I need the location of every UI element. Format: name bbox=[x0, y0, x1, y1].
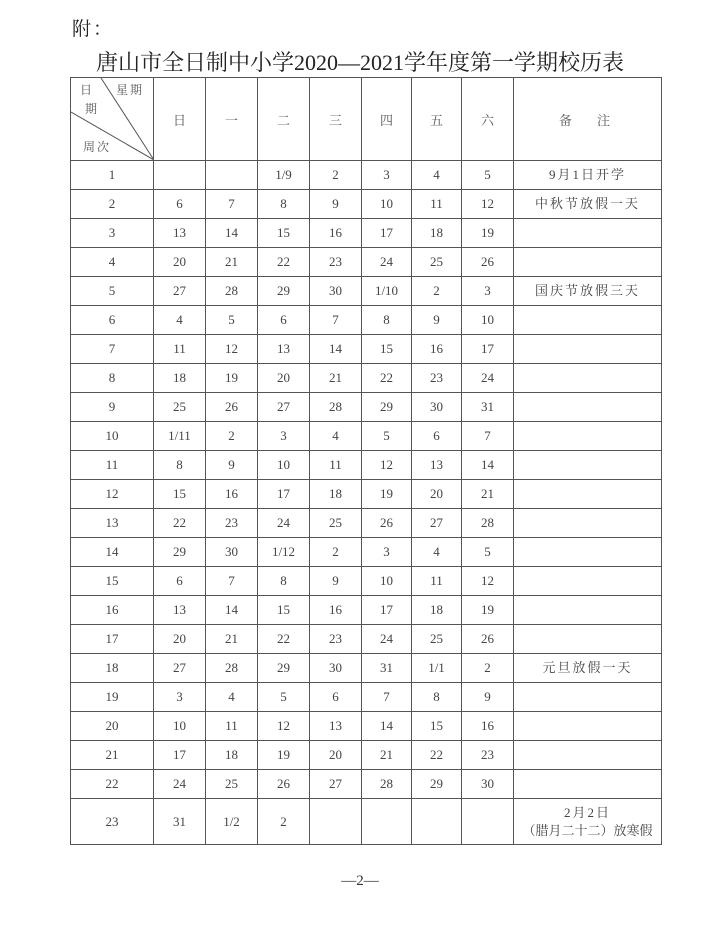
note-cell bbox=[514, 277, 662, 306]
table-row bbox=[71, 654, 662, 683]
day-cell: 1/12 bbox=[258, 538, 310, 567]
table-row bbox=[71, 509, 662, 538]
day-cell: 12 bbox=[462, 567, 514, 596]
note-cell bbox=[514, 480, 662, 509]
corner-label-weekday: 星期 bbox=[116, 83, 145, 97]
day-cell: 4 bbox=[412, 161, 462, 190]
day-cell: 23 bbox=[310, 625, 362, 654]
day-cell: 7 bbox=[462, 422, 514, 451]
day-cell: 23 bbox=[412, 364, 462, 393]
day-cell: 16 bbox=[310, 596, 362, 625]
day-cell: 14 bbox=[462, 451, 514, 480]
day-cell: 27 bbox=[310, 770, 362, 799]
day-cell bbox=[154, 161, 206, 190]
week-number-cell: 16 bbox=[71, 596, 154, 625]
table-row bbox=[71, 277, 662, 306]
day-cell: 8 bbox=[154, 451, 206, 480]
day-cell: 2 bbox=[258, 799, 310, 845]
day-cell: 2 bbox=[310, 538, 362, 567]
week-number-cell: 8 bbox=[71, 364, 154, 393]
day-cell: 12 bbox=[362, 451, 412, 480]
day-cell: 14 bbox=[362, 712, 412, 741]
day-cell: 30 bbox=[206, 538, 258, 567]
day-cell: 27 bbox=[154, 277, 206, 306]
note-cell bbox=[514, 799, 662, 845]
day-cell: 28 bbox=[206, 277, 258, 306]
day-cell: 1/2 bbox=[206, 799, 258, 845]
day-cell: 23 bbox=[206, 509, 258, 538]
table-row bbox=[71, 567, 662, 596]
day-cell: 4 bbox=[206, 683, 258, 712]
day-cell: 22 bbox=[258, 248, 310, 277]
day-cell: 29 bbox=[258, 277, 310, 306]
week-number-cell: 17 bbox=[71, 625, 154, 654]
day-cell: 20 bbox=[258, 364, 310, 393]
week-number-cell: 10 bbox=[71, 422, 154, 451]
day-cell: 10 bbox=[258, 451, 310, 480]
day-cell: 15 bbox=[154, 480, 206, 509]
day-cell: 11 bbox=[412, 567, 462, 596]
day-cell: 29 bbox=[154, 538, 206, 567]
note-text: 2月2日 bbox=[563, 804, 611, 820]
corner-label-qi: 期 bbox=[85, 102, 100, 116]
day-cell: 4 bbox=[412, 538, 462, 567]
table-row bbox=[71, 712, 662, 741]
day-cell: 14 bbox=[206, 596, 258, 625]
page-number: —2— bbox=[341, 873, 379, 889]
day-cell: 7 bbox=[310, 306, 362, 335]
week-number-cell: 21 bbox=[71, 741, 154, 770]
day-cell: 10 bbox=[362, 190, 412, 219]
day-cell: 12 bbox=[462, 190, 514, 219]
day-cell: 20 bbox=[310, 741, 362, 770]
note-cell bbox=[514, 422, 662, 451]
day-cell: 21 bbox=[206, 625, 258, 654]
day-cell: 26 bbox=[362, 509, 412, 538]
day-cell: 3 bbox=[462, 277, 514, 306]
weekday-header-wed: 三 bbox=[310, 78, 362, 161]
corner-label-ri: 日 bbox=[80, 83, 95, 97]
day-cell: 21 bbox=[362, 741, 412, 770]
note-cell bbox=[514, 364, 662, 393]
day-cell: 9 bbox=[462, 683, 514, 712]
day-cell: 22 bbox=[412, 741, 462, 770]
day-cell: 13 bbox=[310, 712, 362, 741]
table-row bbox=[71, 422, 662, 451]
day-cell: 6 bbox=[412, 422, 462, 451]
week-number-cell: 14 bbox=[71, 538, 154, 567]
day-cell: 27 bbox=[412, 509, 462, 538]
weekday-header-fri: 五 bbox=[412, 78, 462, 161]
day-cell: 25 bbox=[310, 509, 362, 538]
day-cell: 19 bbox=[206, 364, 258, 393]
day-cell: 21 bbox=[206, 248, 258, 277]
day-cell: 17 bbox=[362, 596, 412, 625]
day-cell: 31 bbox=[362, 654, 412, 683]
day-cell: 30 bbox=[462, 770, 514, 799]
day-cell: 16 bbox=[412, 335, 462, 364]
day-cell: 31 bbox=[462, 393, 514, 422]
day-cell: 9 bbox=[206, 451, 258, 480]
day-cell: 1/10 bbox=[362, 277, 412, 306]
day-cell: 2 bbox=[310, 161, 362, 190]
day-cell: 1/11 bbox=[154, 422, 206, 451]
day-cell: 17 bbox=[462, 335, 514, 364]
note-cell bbox=[514, 451, 662, 480]
day-cell bbox=[412, 799, 462, 845]
note-cell bbox=[514, 683, 662, 712]
day-cell: 7 bbox=[362, 683, 412, 712]
day-cell: 21 bbox=[462, 480, 514, 509]
day-cell: 5 bbox=[258, 683, 310, 712]
day-cell: 27 bbox=[154, 654, 206, 683]
day-cell: 17 bbox=[154, 741, 206, 770]
weekday-header-sun: 日 bbox=[154, 78, 206, 161]
day-cell: 21 bbox=[310, 364, 362, 393]
day-cell: 15 bbox=[258, 596, 310, 625]
day-cell: 16 bbox=[310, 219, 362, 248]
note-cell bbox=[514, 190, 662, 219]
week-number-cell: 11 bbox=[71, 451, 154, 480]
table-row bbox=[71, 219, 662, 248]
week-number-cell: 20 bbox=[71, 712, 154, 741]
weekday-header-tue: 二 bbox=[258, 78, 310, 161]
day-cell bbox=[310, 799, 362, 845]
day-cell: 18 bbox=[206, 741, 258, 770]
day-cell: 16 bbox=[462, 712, 514, 741]
day-cell: 1/9 bbox=[258, 161, 310, 190]
day-cell: 29 bbox=[258, 654, 310, 683]
day-cell: 20 bbox=[154, 248, 206, 277]
note-cell bbox=[514, 393, 662, 422]
day-cell: 8 bbox=[412, 683, 462, 712]
table-row bbox=[71, 248, 662, 277]
day-cell bbox=[462, 799, 514, 845]
day-cell: 14 bbox=[310, 335, 362, 364]
day-cell: 23 bbox=[310, 248, 362, 277]
week-number-cell: 3 bbox=[71, 219, 154, 248]
day-cell: 6 bbox=[154, 190, 206, 219]
day-cell: 9 bbox=[412, 306, 462, 335]
day-cell: 24 bbox=[362, 625, 412, 654]
table-row bbox=[71, 393, 662, 422]
day-cell bbox=[206, 161, 258, 190]
day-cell: 22 bbox=[154, 509, 206, 538]
note-text: 中秋节放假一天 bbox=[534, 196, 640, 211]
day-cell: 13 bbox=[258, 335, 310, 364]
note-cell bbox=[514, 248, 662, 277]
day-cell: 22 bbox=[362, 364, 412, 393]
header-row bbox=[71, 78, 662, 161]
day-cell: 18 bbox=[154, 364, 206, 393]
table-row bbox=[71, 625, 662, 654]
day-cell: 15 bbox=[362, 335, 412, 364]
week-number-cell: 13 bbox=[71, 509, 154, 538]
day-cell: 6 bbox=[258, 306, 310, 335]
day-cell: 10 bbox=[154, 712, 206, 741]
day-cell: 13 bbox=[412, 451, 462, 480]
day-cell: 1/1 bbox=[412, 654, 462, 683]
day-cell: 5 bbox=[462, 161, 514, 190]
day-cell: 26 bbox=[462, 248, 514, 277]
day-cell: 11 bbox=[412, 190, 462, 219]
day-cell: 7 bbox=[206, 190, 258, 219]
day-cell: 2 bbox=[412, 277, 462, 306]
table-row bbox=[71, 683, 662, 712]
day-cell: 10 bbox=[362, 567, 412, 596]
day-cell: 3 bbox=[258, 422, 310, 451]
week-number-cell: 1 bbox=[71, 161, 154, 190]
day-cell: 16 bbox=[206, 480, 258, 509]
day-cell: 28 bbox=[310, 393, 362, 422]
day-cell: 26 bbox=[206, 393, 258, 422]
day-cell: 8 bbox=[258, 567, 310, 596]
table-row bbox=[71, 741, 662, 770]
day-cell: 18 bbox=[412, 219, 462, 248]
day-cell: 22 bbox=[258, 625, 310, 654]
day-cell: 15 bbox=[258, 219, 310, 248]
note-cell bbox=[514, 596, 662, 625]
day-cell: 29 bbox=[412, 770, 462, 799]
day-cell: 11 bbox=[206, 712, 258, 741]
day-cell: 4 bbox=[154, 306, 206, 335]
day-cell: 11 bbox=[154, 335, 206, 364]
corner-header-cell bbox=[71, 78, 154, 161]
day-cell: 3 bbox=[362, 161, 412, 190]
day-cell: 24 bbox=[462, 364, 514, 393]
note-cell bbox=[514, 509, 662, 538]
day-cell: 30 bbox=[310, 277, 362, 306]
note-cell bbox=[514, 538, 662, 567]
day-cell: 31 bbox=[154, 799, 206, 845]
day-cell: 5 bbox=[462, 538, 514, 567]
annex-label: 附： bbox=[72, 18, 115, 40]
note-cell bbox=[514, 741, 662, 770]
day-cell: 26 bbox=[258, 770, 310, 799]
week-number-cell: 9 bbox=[71, 393, 154, 422]
week-number-cell: 15 bbox=[71, 567, 154, 596]
day-cell: 26 bbox=[462, 625, 514, 654]
day-cell: 9 bbox=[310, 190, 362, 219]
day-cell: 30 bbox=[412, 393, 462, 422]
note-cell bbox=[514, 567, 662, 596]
day-cell: 14 bbox=[206, 219, 258, 248]
week-number-cell: 19 bbox=[71, 683, 154, 712]
day-cell bbox=[362, 799, 412, 845]
day-cell: 25 bbox=[206, 770, 258, 799]
day-cell: 19 bbox=[462, 596, 514, 625]
week-number-cell: 4 bbox=[71, 248, 154, 277]
day-cell: 18 bbox=[310, 480, 362, 509]
day-cell: 28 bbox=[206, 654, 258, 683]
table-row bbox=[71, 799, 662, 845]
day-cell: 20 bbox=[412, 480, 462, 509]
day-cell: 18 bbox=[412, 596, 462, 625]
day-cell: 6 bbox=[154, 567, 206, 596]
day-cell: 4 bbox=[310, 422, 362, 451]
week-number-cell: 12 bbox=[71, 480, 154, 509]
day-cell: 24 bbox=[258, 509, 310, 538]
note-text-line2: （腊月二十二）放寒假 bbox=[522, 822, 653, 838]
note-text: 国庆节放假三天 bbox=[534, 283, 640, 298]
day-cell: 29 bbox=[362, 393, 412, 422]
week-number-cell: 23 bbox=[71, 799, 154, 845]
day-cell: 15 bbox=[412, 712, 462, 741]
notes-header: 备 注 bbox=[514, 78, 662, 161]
day-cell: 20 bbox=[154, 625, 206, 654]
day-cell: 2 bbox=[462, 654, 514, 683]
note-cell bbox=[514, 654, 662, 683]
day-cell: 5 bbox=[362, 422, 412, 451]
day-cell: 17 bbox=[362, 219, 412, 248]
day-cell: 27 bbox=[258, 393, 310, 422]
week-number-cell: 2 bbox=[71, 190, 154, 219]
day-cell: 12 bbox=[258, 712, 310, 741]
day-cell: 28 bbox=[362, 770, 412, 799]
note-cell bbox=[514, 625, 662, 654]
week-number-cell: 18 bbox=[71, 654, 154, 683]
day-cell: 19 bbox=[362, 480, 412, 509]
table-row bbox=[71, 538, 662, 567]
weekday-header-sat: 六 bbox=[462, 78, 514, 161]
note-cell bbox=[514, 770, 662, 799]
note-cell bbox=[514, 306, 662, 335]
day-cell: 11 bbox=[310, 451, 362, 480]
week-number-cell: 7 bbox=[71, 335, 154, 364]
day-cell: 3 bbox=[154, 683, 206, 712]
day-cell: 2 bbox=[206, 422, 258, 451]
weekday-header-mon: 一 bbox=[206, 78, 258, 161]
day-cell: 7 bbox=[206, 567, 258, 596]
day-cell: 28 bbox=[462, 509, 514, 538]
note-text: 9月1日开学 bbox=[548, 167, 626, 182]
table-row bbox=[71, 364, 662, 393]
day-cell: 25 bbox=[412, 625, 462, 654]
table-row bbox=[71, 770, 662, 799]
day-cell: 17 bbox=[258, 480, 310, 509]
table-row bbox=[71, 190, 662, 219]
day-cell: 12 bbox=[206, 335, 258, 364]
note-cell bbox=[514, 335, 662, 364]
day-cell: 30 bbox=[310, 654, 362, 683]
day-cell: 5 bbox=[206, 306, 258, 335]
school-calendar-table bbox=[70, 77, 662, 845]
day-cell: 8 bbox=[362, 306, 412, 335]
week-number-cell: 22 bbox=[71, 770, 154, 799]
page-title: 唐山市全日制中小学2020—2021学年度第一学期校历表 bbox=[95, 50, 624, 75]
note-cell bbox=[514, 219, 662, 248]
week-number-cell: 5 bbox=[71, 277, 154, 306]
corner-label-week-number: 周次 bbox=[83, 140, 112, 154]
day-cell: 19 bbox=[258, 741, 310, 770]
day-cell: 8 bbox=[258, 190, 310, 219]
day-cell: 19 bbox=[462, 219, 514, 248]
weekday-header-thu: 四 bbox=[362, 78, 412, 161]
table-row bbox=[71, 335, 662, 364]
table-row bbox=[71, 596, 662, 625]
table-row bbox=[71, 306, 662, 335]
note-cell bbox=[514, 161, 662, 190]
day-cell: 10 bbox=[462, 306, 514, 335]
day-cell: 24 bbox=[154, 770, 206, 799]
day-cell: 25 bbox=[154, 393, 206, 422]
table-row bbox=[71, 161, 662, 190]
day-cell: 6 bbox=[310, 683, 362, 712]
table-row bbox=[71, 480, 662, 509]
day-cell: 24 bbox=[362, 248, 412, 277]
day-cell: 13 bbox=[154, 219, 206, 248]
day-cell: 13 bbox=[154, 596, 206, 625]
day-cell: 3 bbox=[362, 538, 412, 567]
day-cell: 23 bbox=[462, 741, 514, 770]
day-cell: 25 bbox=[412, 248, 462, 277]
table-row bbox=[71, 451, 662, 480]
week-number-cell: 6 bbox=[71, 306, 154, 335]
note-cell bbox=[514, 712, 662, 741]
day-cell: 9 bbox=[310, 567, 362, 596]
note-text: 元旦放假一天 bbox=[542, 660, 633, 675]
